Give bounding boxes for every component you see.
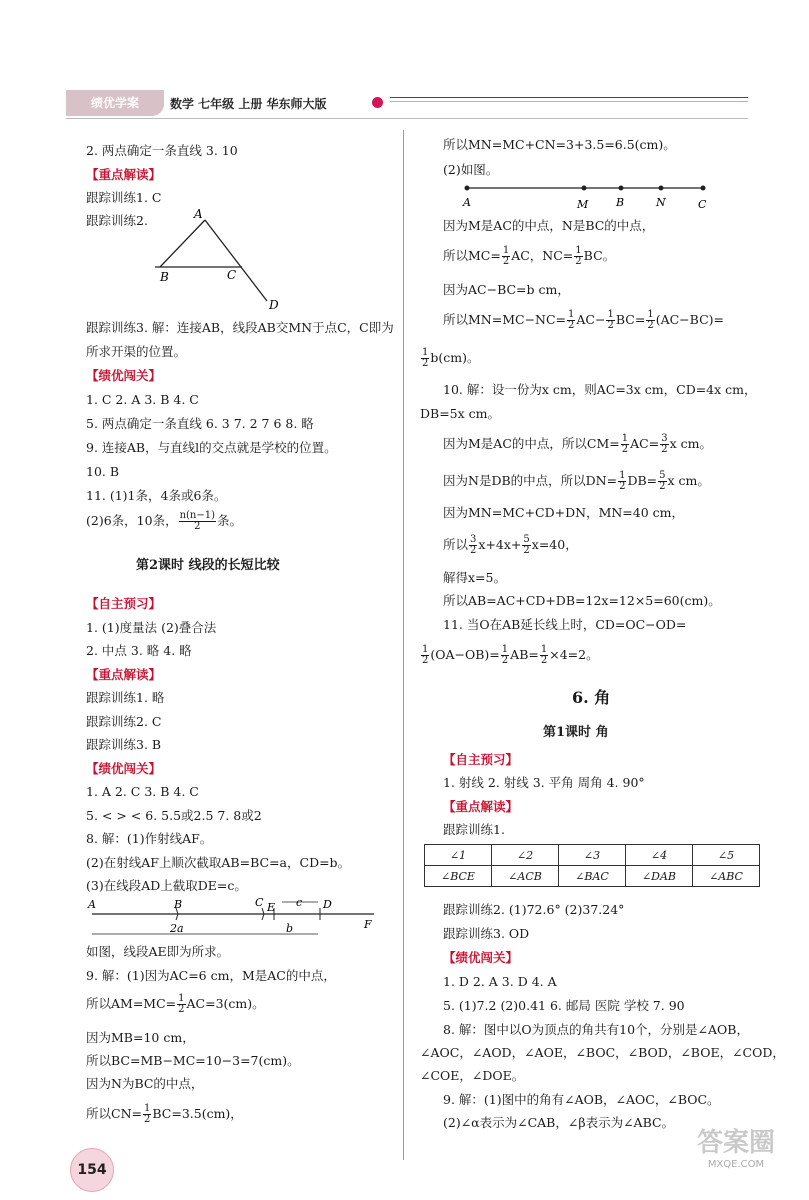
left-line-12: 1. (1)度量法 (2)叠合法: [86, 620, 217, 635]
r06-c: BC=: [615, 312, 646, 327]
left-line-25: 因为MB=10 cm，: [86, 1030, 195, 1045]
section-title-lesson2: 第2课时 线段的长短比较: [136, 558, 280, 573]
section-title-angle: 6. 角: [572, 688, 611, 707]
l28-end: BC=3.5(cm)，: [152, 1106, 243, 1121]
half-fraction: [646, 310, 654, 331]
left-line-17: 1. A 2. C 3. B 4. C: [86, 784, 199, 799]
left-line-24: [86, 994, 265, 1015]
l11-fraction: [179, 511, 216, 532]
heading-excel: 【绩优闯关】: [86, 368, 162, 383]
half-fraction: [606, 310, 614, 331]
section-title-lesson1: 第1课时 角: [543, 725, 609, 740]
fig3-label-A: A: [463, 196, 471, 209]
r07-b: b(cm)。: [430, 350, 480, 365]
right-line-05: 因为AC−BC=b cm，: [443, 282, 570, 297]
r13-a: 所以: [443, 537, 469, 552]
right-line-04: [443, 246, 615, 267]
half-fraction: [501, 645, 509, 666]
fig2-label-A: A: [88, 898, 96, 911]
left-line-05: 所求开渠的位置。: [86, 344, 187, 359]
header-rule-3: [66, 118, 748, 119]
right-line-13: [443, 535, 578, 556]
l11-end: 条。: [217, 513, 243, 528]
page-number: 154: [70, 1148, 114, 1192]
angle-table-row: [425, 845, 760, 866]
left-line-11: [86, 511, 242, 532]
fig2-label-D: D: [323, 898, 332, 911]
left-line-19: 8. 解：(1)作射线AF。: [86, 831, 213, 846]
three-halves-fraction: [469, 535, 477, 556]
frac-den: 2: [143, 1114, 151, 1125]
frac-num: 1: [422, 347, 429, 358]
r17-c: ×4=2。: [549, 647, 599, 662]
left-line-02: 跟踪训练1. C: [86, 190, 162, 205]
frac-den: 2: [501, 655, 509, 666]
right-line-22: 1. D 2. A 3. D 4. A: [443, 974, 557, 989]
frac-num: 1: [607, 309, 614, 320]
heading-key-points-3: 【重点解读】: [443, 799, 519, 814]
frac-num: 1: [575, 245, 582, 256]
heading-key-points: 【重点解读】: [86, 167, 162, 182]
right-line-27: 9. 解：(1)图中的角有∠AOB，∠AOC，∠BOC。: [443, 1092, 720, 1107]
table-cell: ∠BCE: [425, 866, 492, 887]
fig2-label-F: F: [364, 918, 372, 931]
heading-preview: 【自主预习】: [86, 596, 162, 611]
fig2-label-C: C: [255, 896, 264, 909]
left-line-18: 5. < > < 6. 5.5或2.5 7. 8或2: [86, 808, 262, 823]
r13-c: x=40，: [531, 537, 578, 552]
table-cell: ∠5: [693, 845, 760, 866]
header-tab: 绩优学案: [66, 90, 164, 116]
half-fraction: [567, 310, 575, 331]
frac-den: 2: [647, 320, 654, 331]
heading-preview-2: 【自主预习】: [443, 752, 519, 767]
frac-num: 1: [647, 309, 654, 320]
right-line-15: 所以AB=AC+CD+DB=12x=12×5=60(cm)。: [443, 593, 721, 608]
fig3-label-B: B: [616, 196, 625, 209]
fig1-label-D: D: [269, 298, 279, 312]
fig2-label-c: c: [296, 896, 303, 909]
right-line-25: ∠AOC，∠AOD，∠AOE，∠BOC，∠BOD，∠BOE，∠COD，: [420, 1045, 785, 1060]
l24-end: AC=3(cm)。: [186, 996, 265, 1011]
table-cell: ∠BAC: [559, 866, 626, 887]
l24-start: 所以AM=MC=: [86, 996, 177, 1011]
r10-a: 因为M是AC的中点，所以CM=: [443, 436, 620, 451]
right-line-14: 解得x=5。: [443, 570, 506, 585]
frac-num: 3: [661, 433, 668, 444]
frac-num: 5: [659, 470, 666, 481]
r10-b: AC=: [630, 436, 660, 451]
l11-start: (2)6条，10条，: [86, 513, 178, 528]
frac-den: 2: [575, 256, 582, 267]
r11-b: DB=: [627, 473, 658, 488]
r04-b: AC，NC=: [511, 248, 574, 263]
right-line-28: (2)∠α表示为∠CAB，∠β表示为∠ABC。: [443, 1115, 675, 1130]
fig1-label-C: C: [227, 268, 237, 282]
table-cell: ∠2: [492, 845, 559, 866]
right-line-09: DB=5x cm。: [420, 406, 501, 421]
frac-den: 2: [422, 655, 429, 666]
heading-excel-2: 【绩优闯关】: [86, 761, 162, 776]
left-line-08: 9. 连接AB，与直线l的交点就是学校的位置。: [86, 440, 337, 455]
frac-num: 1: [501, 644, 509, 655]
half-fraction: [421, 645, 429, 666]
table-cell: ∠ACB: [492, 866, 559, 887]
table-cell: ∠ABC: [693, 866, 760, 887]
frac-num: 1: [422, 644, 429, 655]
frac-num: 1: [178, 993, 185, 1004]
frac-num: 1: [568, 309, 575, 320]
header-rule: [390, 97, 748, 98]
right-line-12: 因为MN=MC+CD+DN，MN=40 cm，: [443, 505, 685, 520]
column-divider: [403, 130, 404, 1160]
five-halves-fraction: [658, 471, 666, 492]
right-line-06: [443, 310, 724, 331]
left-line-06: 1. C 2. A 3. B 4. C: [86, 392, 199, 407]
frac-den: 2: [502, 256, 510, 267]
fig3-label-C: C: [698, 198, 707, 210]
frac-den: 2: [422, 358, 429, 369]
right-line-02: (2)如图。: [443, 162, 499, 177]
frac-den: 2: [178, 1004, 185, 1015]
left-line-15: 跟踪训练2. C: [86, 714, 162, 729]
fig2-label-2a: 2a: [170, 922, 184, 935]
watermark-url: MXQE.COM: [707, 1159, 765, 1170]
fig2-label-E: E: [267, 901, 276, 914]
l11-numerator: n(n−1): [179, 510, 216, 521]
right-line-20: 跟踪训练2. (1)72.6° (2)37.24°: [443, 902, 625, 917]
header-subject: 数学 七年级 上册 华东师大版: [170, 97, 327, 111]
left-line-22: 如图，线段AE即为所求。: [86, 944, 230, 959]
left-line-09: 10. B: [86, 464, 120, 479]
frac-num: 3: [470, 534, 477, 545]
left-line-27: 因为N为BC的中点，: [86, 1076, 204, 1091]
table-cell: ∠DAB: [626, 866, 693, 887]
table-cell: ∠3: [559, 845, 626, 866]
r06-d: (AC−BC)=: [655, 312, 724, 327]
frac-den: 2: [470, 545, 477, 556]
right-line-19: 跟踪训练1.: [443, 822, 505, 837]
right-line-07: [420, 348, 479, 369]
left-line-03: 跟踪训练2.: [86, 213, 148, 228]
frac-den: 2: [523, 545, 530, 556]
left-line-04: 跟踪训练3. 解：连接AB，线段AB交MN于点C，C即为: [86, 320, 394, 335]
frac-num: 5: [523, 534, 530, 545]
half-fraction: [574, 246, 582, 267]
watermark-logo: [672, 1128, 800, 1172]
frac-den: 2: [659, 481, 666, 492]
r04-a: 所以MC=: [443, 248, 501, 263]
l28-start: 所以CN=: [86, 1106, 142, 1121]
left-line-20: (2)在射线AF上顺次截取AB=BC=a，CD=b。: [86, 855, 351, 870]
right-line-18: 1. 射线 2. 射线 3. 平角 周角 4. 90°: [443, 775, 645, 790]
left-line-01: 2. 两点确定一条直线 3. 10: [86, 143, 238, 158]
right-line-21: 跟踪训练3. OD: [443, 926, 530, 941]
fig2-label-B: B: [174, 898, 183, 911]
segment-construction-figure: [86, 894, 386, 942]
frac-den: 2: [621, 444, 629, 455]
left-line-16: 跟踪训练3. B: [86, 737, 162, 752]
frac-den: 2: [607, 320, 614, 331]
frac-num: 1: [143, 1103, 151, 1114]
left-line-14: 跟踪训练1. 略: [86, 690, 165, 705]
frac-num: 1: [619, 470, 626, 481]
frac-den: 2: [619, 481, 626, 492]
left-line-21: (3)在线段AD上截取DE=c。: [86, 878, 247, 893]
half-fraction: [177, 994, 185, 1015]
left-line-28: [86, 1104, 243, 1125]
half-fraction: [421, 348, 429, 369]
r11-c: x cm。: [667, 473, 710, 488]
left-line-07: 5. 两点确定一条直线 6. 3 7. 2 7 6 8. 略: [86, 416, 314, 431]
frac-num: 1: [540, 644, 548, 655]
fig1-label-A: A: [194, 207, 203, 221]
three-halves-fraction: [660, 434, 668, 455]
right-line-17: [420, 645, 599, 666]
right-line-10: [443, 434, 712, 455]
frac-den: 2: [568, 320, 575, 331]
r13-b: x+4x+: [478, 537, 522, 552]
half-fraction: [502, 246, 510, 267]
half-fraction: [618, 471, 626, 492]
r11-a: 因为N是DB的中点，所以DN=: [443, 473, 618, 488]
fig3-label-N: N: [656, 196, 666, 209]
l11-denominator: 2: [194, 521, 201, 532]
header-rule-2: [390, 101, 748, 102]
heading-key-points-2: 【重点解读】: [86, 667, 162, 682]
right-line-26: ∠COE，∠DOE。: [420, 1068, 525, 1083]
r10-c: x cm。: [669, 436, 712, 451]
r06-b: AC−: [576, 312, 606, 327]
heading-excel-3: 【绩优闯关】: [443, 950, 519, 965]
angle-table-row: [425, 866, 760, 887]
frac-den: 2: [540, 655, 548, 666]
angle-table: [424, 844, 760, 887]
fig1-label-B: B: [160, 270, 169, 284]
r17-a: (OA−OB)=: [430, 647, 500, 662]
right-line-08: 10. 解：设一份为x cm，则AC=3x cm，CD=4x cm，: [443, 382, 757, 397]
right-line-11: [443, 471, 710, 492]
fig2-label-b: b: [286, 922, 294, 935]
frac-num: 1: [502, 245, 510, 256]
half-fraction: [621, 434, 629, 455]
table-cell: ∠1: [425, 845, 492, 866]
header-dot-icon: [372, 97, 383, 108]
r06-a: 所以MN=MC−NC=: [443, 312, 567, 327]
segment-figure-AMBNC: [455, 180, 715, 210]
five-halves-fraction: [522, 535, 530, 556]
right-line-23: 5. (1)7.2 (2)0.41 6. 邮局 医院 学校 7. 90: [443, 998, 685, 1013]
right-line-16: 11. 当O在AB延长线上时，CD=OC−OD=: [443, 617, 687, 632]
half-fraction: [143, 1104, 151, 1125]
left-line-13: 2. 中点 3. 略 4. 略: [86, 643, 192, 658]
table-cell: ∠4: [626, 845, 693, 866]
triangle-figure: [150, 205, 290, 315]
left-line-23: 9. 解：(1)因为AC=6 cm，M是AC的中点，: [86, 968, 336, 983]
right-line-03: 因为M是AC的中点，N是BC的中点，: [443, 218, 655, 233]
frac-num: 1: [621, 433, 629, 444]
right-line-01: 所以MN=MC+CN=3+3.5=6.5(cm)。: [443, 137, 676, 152]
r17-b: AB=: [510, 647, 539, 662]
left-line-10: 11. (1)1条，4条或6条。: [86, 488, 227, 503]
fig3-label-M: M: [577, 198, 589, 210]
half-fraction: [540, 645, 548, 666]
left-line-26: 所以BC=MB−MC=10−3=7(cm)。: [86, 1053, 300, 1068]
r04-c: BC。: [583, 248, 616, 263]
right-line-24: 8. 解：图中以O为顶点的角共有10个，分别是∠AOB，: [443, 1022, 749, 1037]
frac-den: 2: [661, 444, 668, 455]
watermark-title: 答案圈: [696, 1128, 775, 1158]
